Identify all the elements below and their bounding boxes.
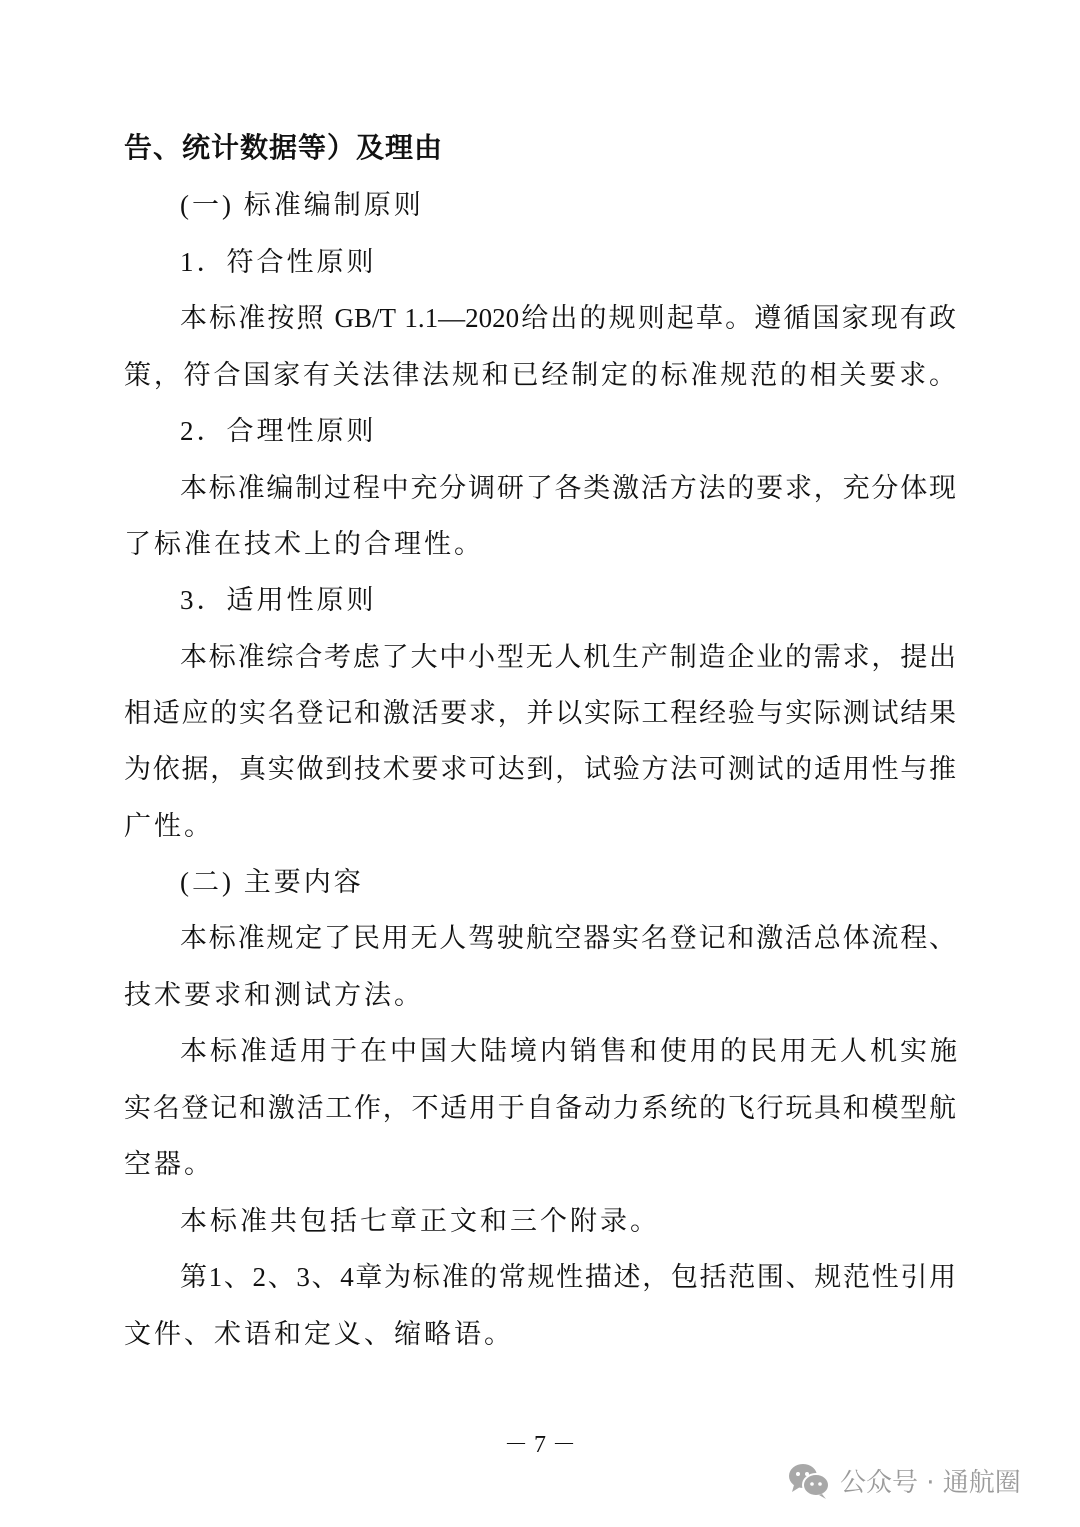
text-line: 1．符合性原则 — [180, 247, 377, 277]
text-line: 策，符合国家有关法律法规和已经制定的标准规范的相关要求。 — [124, 360, 956, 390]
text-line: 3．适用性原则 — [180, 585, 377, 615]
text-line: 2．合理性原则 — [180, 416, 377, 446]
watermark — [788, 1462, 1021, 1499]
text-line: 空器。 — [124, 1149, 214, 1179]
text-line: 广性。 — [124, 811, 214, 841]
wechat-icon — [788, 1463, 830, 1499]
text-line: 本标准按照 GB/T 1.1—2020给出的规则起草。遵循国家现有政 — [180, 303, 956, 333]
text-line: 文件、术语和定义、缩略语。 — [124, 1319, 514, 1349]
text-line: 本标准适用于在中国大陆境内销售和使用的民用无人机实施 — [180, 1036, 960, 1066]
text-line: 为依据，真实做到技术要求可达到，试验方法可测试的适用性与推 — [124, 754, 956, 784]
text-line: 本标准规定了民用无人驾驶航空器实名登记和激活总体流程、 — [180, 923, 956, 953]
text-line: (一) 标准编制原则 — [180, 190, 424, 220]
text-line: 了标准在技术上的合理性。 — [124, 529, 484, 559]
watermark-text: 公众号 · 通航圈 — [840, 1468, 1021, 1498]
text-line: (二) 主要内容 — [180, 867, 364, 897]
page-number: － 7 － — [504, 1432, 576, 1458]
text-line: 第1、2、3、4章为标准的常规性描述，包括范围、规范性引用 — [180, 1262, 956, 1292]
text-line: 实名登记和激活工作，不适用于自备动力系统的飞行玩具和模型航 — [124, 1093, 956, 1123]
text-line: 本标准共包括七章正文和三个附录。 — [180, 1206, 660, 1236]
text-line: 技术要求和测试方法。 — [124, 980, 424, 1010]
text-line: 相适应的实名登记和激活要求，并以实际工程经验与实际测试结果 — [124, 698, 956, 728]
section-heading-line: 告、统计数据等）及理由 — [124, 131, 444, 164]
text-line: 本标准编制过程中充分调研了各类激活方法的要求，充分体现 — [180, 473, 956, 503]
text-line: 本标准综合考虑了大中小型无人机生产制造企业的需求，提出 — [180, 642, 956, 672]
